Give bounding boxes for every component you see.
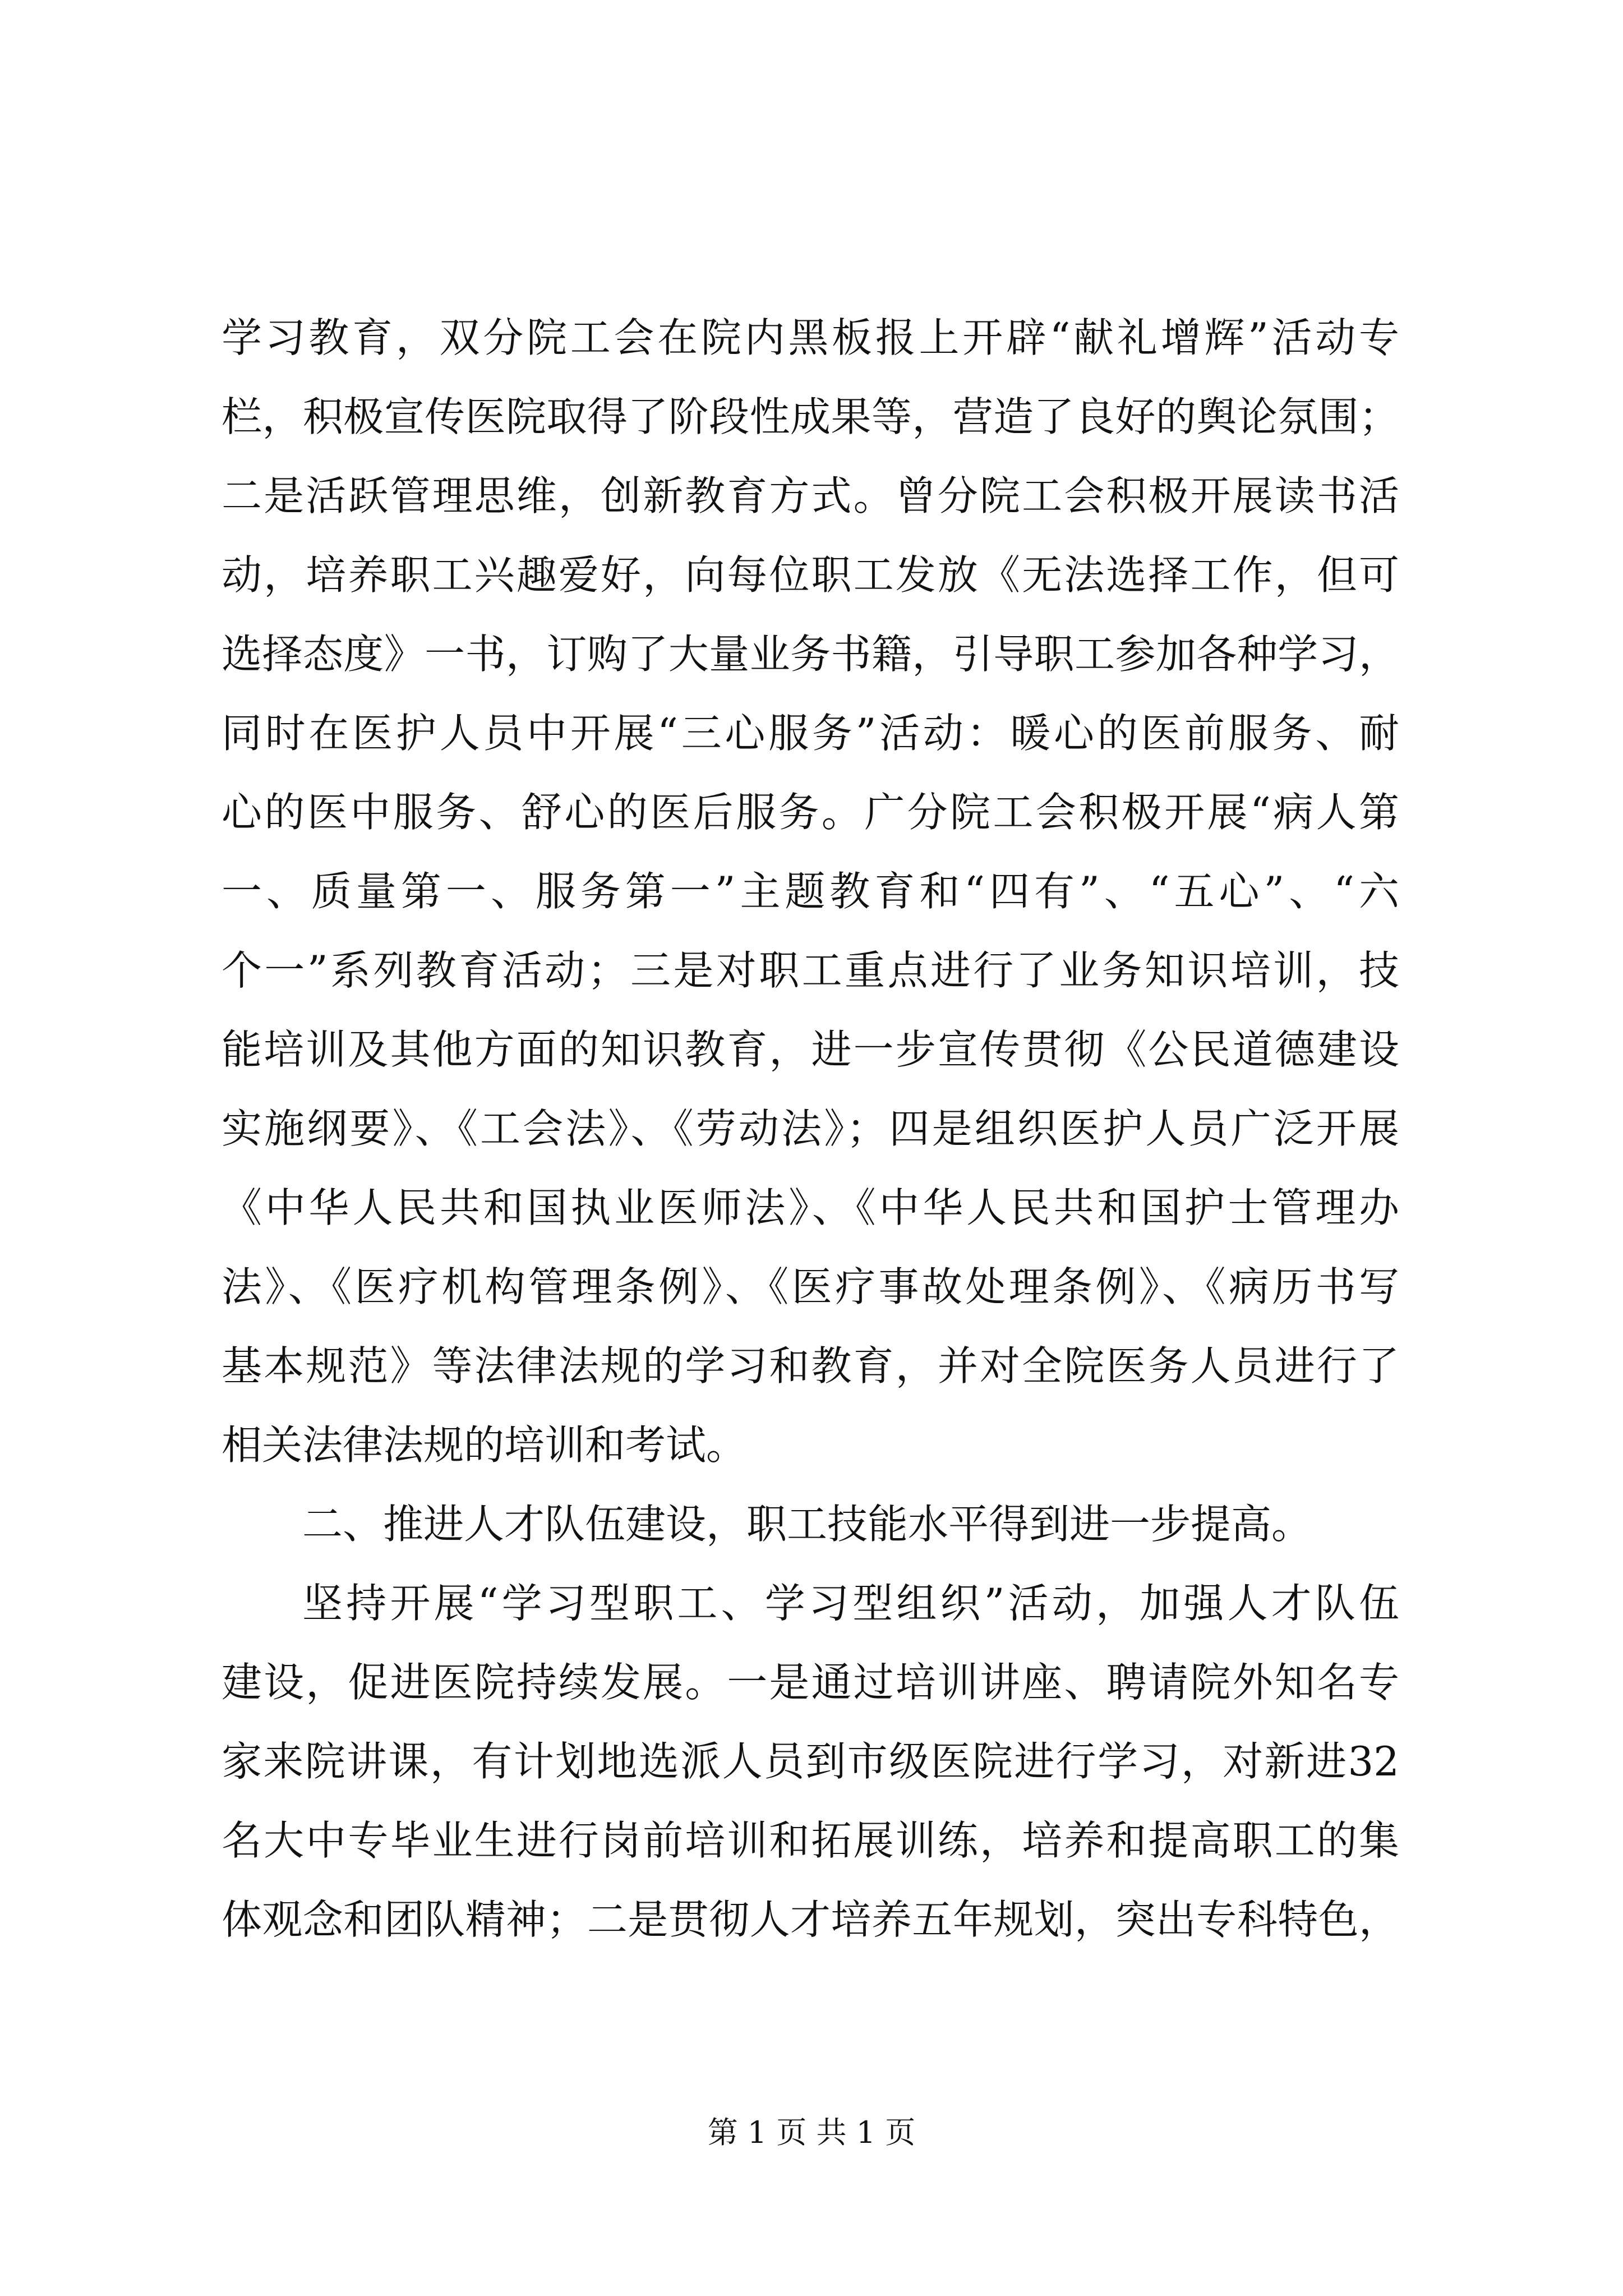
- text-line: 一、质量第一、服务第一”主题教育和“四有”、“五心”、“六: [222, 868, 1399, 915]
- text-line: 个一”系列教育活动；三是对职工重点进行了业务知识培训，技: [222, 947, 1399, 994]
- text-line: 学习教育，双分院工会在院内黑板报上开辟“献礼增辉”活动专: [222, 314, 1399, 361]
- text-line: 《中华人民共和国执业医师法》、《中华人民共和国护士管理办: [222, 1184, 1399, 1231]
- text-line: 同时在医护人员中开展“三心服务”活动：暖心的医前服务、耐: [222, 710, 1399, 757]
- text-line: 家来院讲课，有计划地选派人员到市级医院进行学习，对新进32: [222, 1738, 1399, 1785]
- text-line: 栏，积极宣传医院取得了阶段性成果等，营造了良好的舆论氛围；: [222, 393, 1399, 440]
- text-line: 二是活跃管理思维，创新教育方式。曾分院工会积极开展读书活: [222, 472, 1399, 519]
- text-line: 体观念和团队精神；二是贯彻人才培养五年规划，突出专科特色，: [222, 1896, 1399, 1943]
- text-line: 名大中专毕业生进行岗前培训和拓展训练，培养和提高职工的集: [222, 1817, 1399, 1864]
- text-line: 心的医中服务、舒心的医后服务。广分院工会积极开展“病人第: [222, 789, 1399, 836]
- section-heading: 二、推进人才队伍建设，职工技能水平得到进一步提高。: [302, 1501, 1312, 1548]
- text-line: 动，培养职工兴趣爱好，向每位职工发放《无法选择工作，但可: [222, 551, 1399, 599]
- text-line: 基本规范》等法律法规的学习和教育，并对全院医务人员进行了: [222, 1342, 1399, 1389]
- text-line: 法》、《医疗机构管理条例》、《医疗事故处理条例》、《病历书写: [222, 1263, 1399, 1310]
- text-line: 建设，促进医院持续发展。一是通过培训讲座、聘请院外知名专: [222, 1659, 1399, 1706]
- paragraph-end-line: 相关法律法规的培训和考试。: [222, 1421, 747, 1469]
- page-number-footer: 第 1 页 共 1 页: [707, 2115, 916, 2150]
- text-line: 能培训及其他方面的知识教育，进一步宣传贯彻《公民道德建设: [222, 1026, 1399, 1073]
- paragraph-first-line: 坚持开展“学习型职工、学习型组织”活动，加强人才队伍: [302, 1580, 1399, 1627]
- text-line: 实施纲要》、《工会法》、《劳动法》；四是组织医护人员广泛开展: [222, 1105, 1399, 1152]
- document-body: [222, 298, 1399, 1959]
- text-line: 选择态度》一书，订购了大量业务书籍，引导职工参加各种学习，: [222, 631, 1399, 678]
